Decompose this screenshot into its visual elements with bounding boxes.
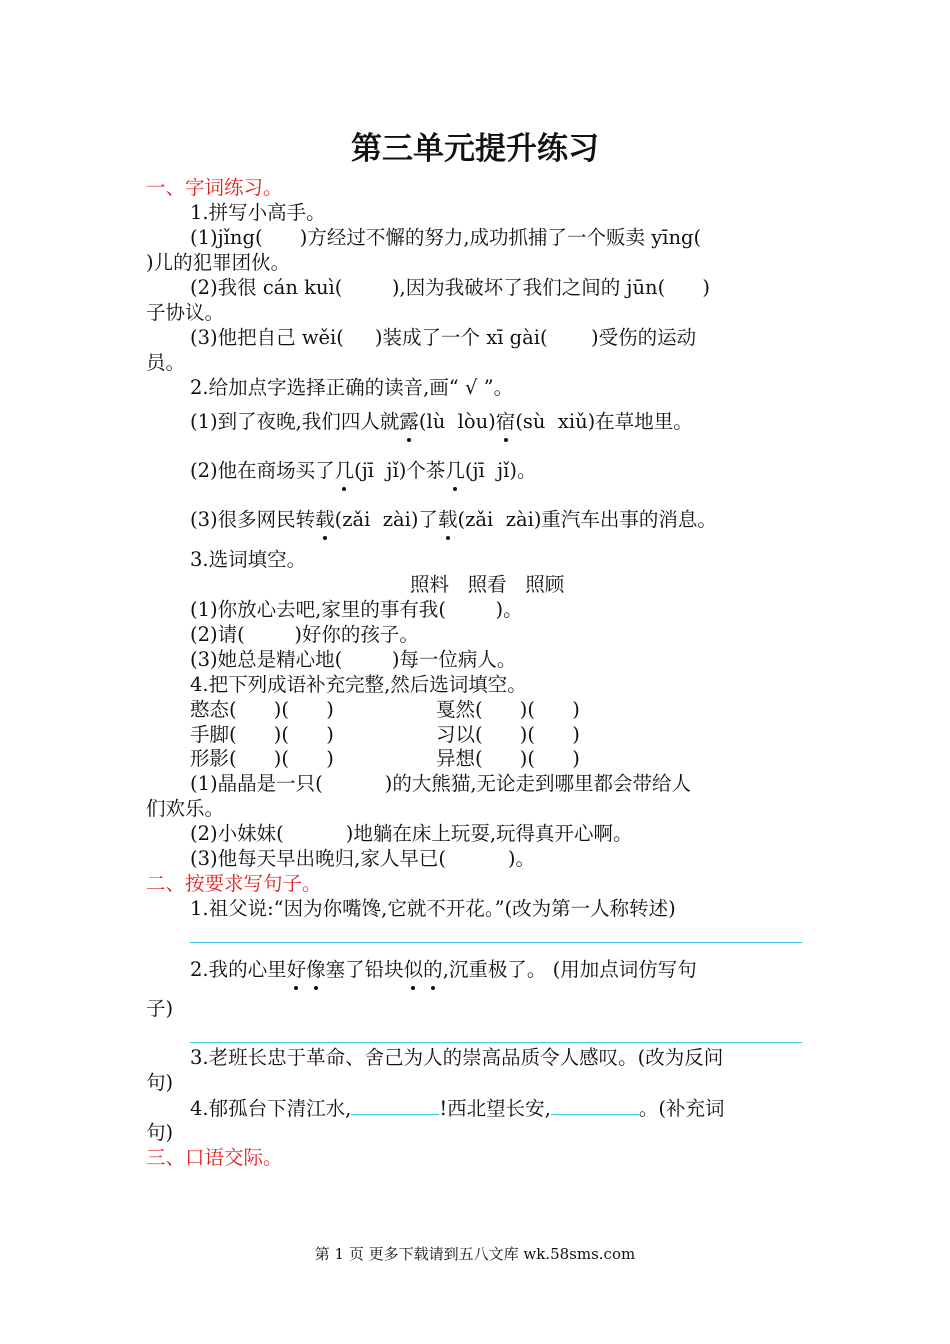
p2-line-7: 句): [146, 1121, 174, 1144]
section-heading-1: 一、字词练习。: [146, 176, 283, 199]
q3-line-3: (3)她总是精心地( )每一位病人。: [190, 648, 517, 671]
dotted-char: 宿: [495, 410, 516, 433]
q4-line-4: (3)他每天早出晚归,家人早已( )。: [190, 847, 536, 870]
q2-line-1: (1)到了夜晚,我们四人就露(lù lòu)宿(sù xiǔ)在草地里。: [190, 410, 693, 433]
idiom-2: 戛然( )( ): [436, 698, 580, 721]
p2-line-4: 3.老班长忠于革命、舍己为人的崇高品质令人感叹。(改为反问: [190, 1046, 724, 1069]
q4-line-1: (1)晶晶是一只( )的大熊猫,无论走到哪里都会带给人: [190, 772, 692, 795]
q1-line-5: (3)他把自己 wěi( )装成了一个 xī gài( )受伤的运动: [190, 326, 697, 349]
q3-line-1: (1)你放心去吧,家里的事有我( )。: [190, 598, 523, 621]
p2-line-6: 4.郁孤台下清江水, !西北望长安, 。(补充词: [190, 1097, 725, 1120]
dotted-char: 几: [445, 459, 465, 482]
idiom-6: 异想( )( ): [436, 747, 580, 770]
dotted-char: 好: [286, 958, 307, 981]
dotted-char: 几: [334, 459, 355, 482]
q2-heading: 2.给加点字选择正确的读音,画“ √ ”。: [190, 376, 514, 399]
p2-line-1: 1.祖父说:“因为你嘴馋,它就不开花。”(改为第一人称转述): [190, 897, 676, 920]
q2-line-3: (3)很多网民转载(zǎi zài)了载(zǎi zài)重汽车出事的消息。: [190, 508, 717, 531]
q1-line-4: 子协议。: [146, 301, 225, 324]
page-title: 第三单元提升练习: [351, 131, 599, 167]
fill-blank-2[interactable]: [551, 1096, 639, 1115]
fill-blank-1[interactable]: [351, 1096, 439, 1115]
section-heading-2: 二、按要求写句子。: [146, 872, 322, 895]
q1-heading: 1.拼写小高手。: [190, 201, 326, 224]
p2-line-3: 子): [146, 997, 174, 1020]
dotted-char: 载: [315, 508, 335, 531]
q4-heading: 4.把下列成语补充完整,然后选词填空。: [190, 673, 527, 696]
q4-line-3: (2)小妹妹( )地躺在床上玩耍,玩得真开心啊。: [190, 822, 633, 845]
idiom-5: 形影( )( ): [190, 747, 334, 770]
p2-line-5: 句): [146, 1071, 174, 1094]
p2-line-2: 2.我的心里好像塞了铅块似的,沉重极了。 (用加点词仿写句: [190, 958, 697, 981]
page-footer: 第 1 页 更多下载请到五八文库 wk.58sms.com: [314, 1245, 636, 1263]
section-heading-3: 三、口语交际。: [146, 1146, 283, 1169]
idiom-4: 习以( )( ): [436, 723, 580, 746]
q1-line-1: (1)jǐng( )方经过不懈的努力,成功抓捕了一个贩卖 yīng(: [190, 226, 702, 249]
q2-line-2: (2)他在商场买了几(jī jǐ)个茶几(jī jǐ)。: [190, 459, 537, 482]
answer-line-2[interactable]: [190, 1042, 802, 1043]
idiom-1: 憨态( )( ): [190, 698, 334, 721]
q1-line-6: 员。: [146, 351, 186, 374]
q3-line-2: (2)请( )好你的孩子。: [190, 623, 419, 646]
dotted-char: 载: [438, 508, 458, 531]
idiom-3: 手脚( )( ): [190, 723, 334, 746]
q3-heading: 3.选词填空。: [190, 548, 307, 571]
dotted-char: 似: [403, 958, 424, 981]
q4-line-2: 们欢乐。: [146, 797, 225, 820]
q1-line-2: )儿的犯罪团伙。: [146, 251, 291, 274]
dotted-char: 的: [423, 958, 443, 981]
dotted-char: 像: [306, 958, 326, 981]
dotted-char: 露: [399, 410, 419, 433]
q3-word-options: 照料 照看 照顾: [410, 573, 565, 596]
answer-line-1[interactable]: [190, 942, 802, 943]
q1-line-3: (2)我很 cán kuì( ),因为我破坏了我们之间的 jūn( ): [190, 276, 711, 299]
